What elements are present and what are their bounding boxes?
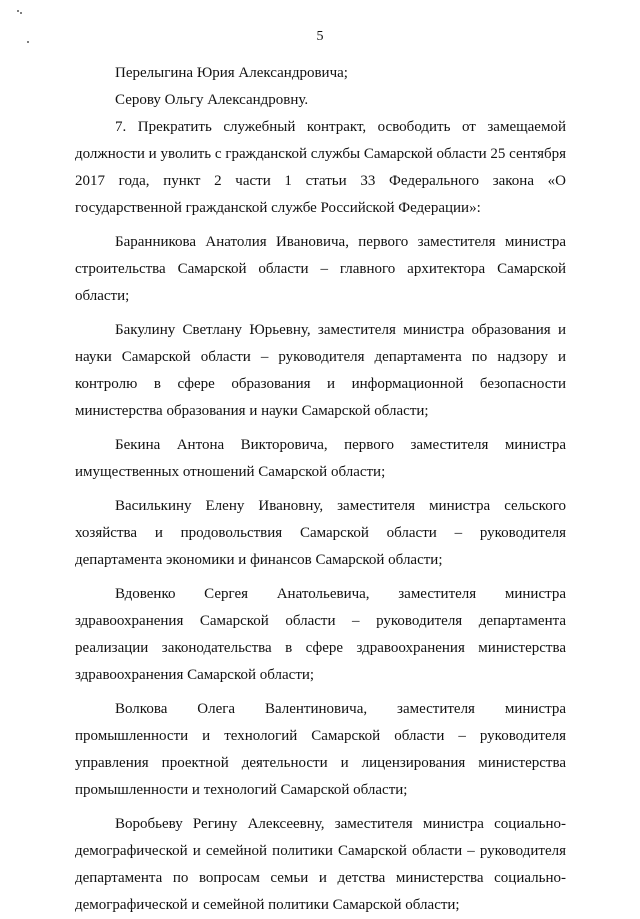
paragraph-name-perelygin: Перелыгина Юрия Александровича; (115, 65, 348, 81)
scan-speck (20, 12, 22, 14)
paragraph-volkov: Волкова Олега Валентиновича, заместителя министра промышленности и технологий Самарской области – руководителя управления проектной деятельности и лицензирования министерства промышленности и технологий Самарской области; (75, 701, 566, 798)
paragraph-barannikov: Баранникова Анатолия Ивановича, первого заместителя министра строительства Самарской области – главного архитектора Самарской области; (75, 234, 566, 304)
paragraph-vdovenko: Вдовенко Сергея Анатольевича, заместителя министра здравоохранения Самарской области – руководителя департамента реализации законодательства в сфере здравоохранения министерства здравоохранения Самарской области; (75, 586, 566, 683)
document-body (75, 60, 566, 919)
scan-speck (17, 10, 19, 12)
paragraph-name-serova: Серову Ольгу Александровну. (115, 92, 309, 108)
page-number: 5 (316, 29, 324, 44)
paragraph-item-7: 7. Прекратить служебный контракт, освободить от замещаемой должности и уволить с гражданской службы Самарской области 25 сентября 2017 года, пункт 2 части 1 статьи 33 Федерального закона «О государственной гражданской службе Российской Федерации»: (75, 119, 566, 216)
paragraph-vorobyeva: Воробьеву Регину Алексеевну, заместителя министра социально-демографической и семейной политики Самарской области – руководителя департамента по вопросам семьи и детства министерства социально-демографической и семейной политики Самарской области; (75, 816, 566, 913)
paragraph-bakulina: Бакулину Светлану Юрьевну, заместителя министра образования и науки Самарской области – руководителя департамента по надзору и контролю в сфере образования и информационной безопасности министерства образования и науки Самарской области; (75, 322, 566, 419)
paragraph-vasilkina: Василькину Елену Ивановну, заместителя министра сельского хозяйства и продовольствия Самарской области – руководителя департамента экономики и финансов Самарской области; (75, 498, 566, 568)
paragraph-bekin: Бекина Антона Викторовича, первого заместителя министра имущественных отношений Самарской области; (75, 437, 566, 480)
